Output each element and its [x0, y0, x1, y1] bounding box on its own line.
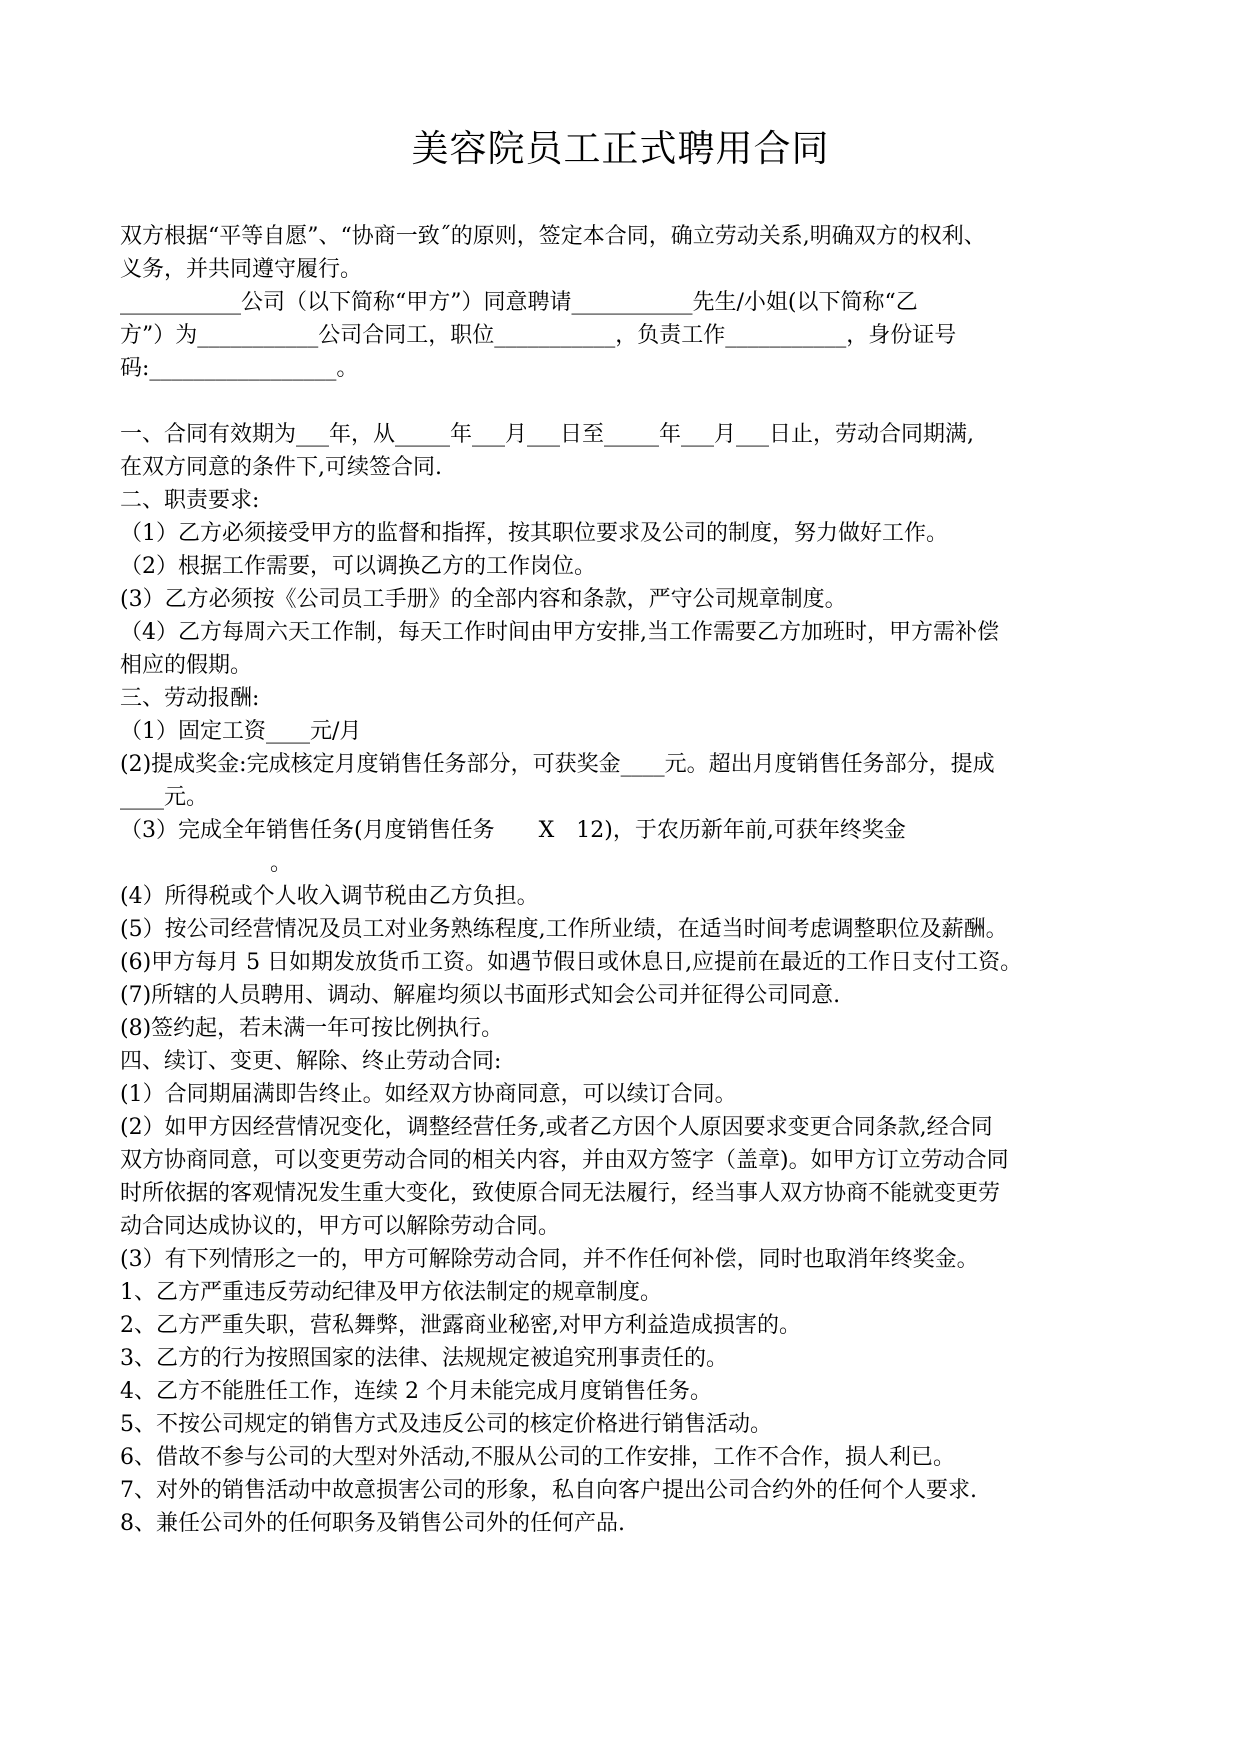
- list-item: (8)签约起，若未满一年可按比例执行。: [120, 1016, 504, 1041]
- text-line: 码:_________________。: [120, 356, 359, 381]
- text-line: ____元。: [120, 785, 209, 810]
- list-item: （4）乙方每周六天工作制，每天工作时间由甲方安排,当工作需要乙方加班时，甲方需补偿: [120, 620, 999, 645]
- list-item: （2）根据工作需要，可以调换乙方的工作岗位。: [120, 554, 596, 579]
- list-item: 6、借故不参与公司的大型对外活动,不服从公司的工作安排，工作不合作，损人利已。: [120, 1445, 955, 1470]
- list-item: (7)所辖的人员聘用、调动、解雇均须以书面形式知会公司并征得公司同意.: [120, 983, 841, 1008]
- list-item: （1）固定工资____元/月: [120, 719, 362, 744]
- list-item: (1）合同期届满即告终止。如经双方协商同意，可以续订合同。: [120, 1082, 737, 1107]
- list-item: 5、不按公司规定的销售方式及违反公司的核定价格进行销售活动。: [120, 1412, 772, 1437]
- document-body: [120, 220, 1125, 1540]
- blank-line: [120, 385, 1125, 418]
- list-item: 4、乙方不能胜任工作，连续 2 个月未能完成月度销售任务。: [120, 1379, 712, 1404]
- text-line: 方”）为___________公司合同工，职位___________，负责工作___________，身份证号: [120, 323, 957, 348]
- clause-1-line: 一、合同有效期为___年，从_____年___月___日至_____年___月___日止，劳动合同期满,: [120, 422, 974, 447]
- document-title: 美容院员工正式聘用合同: [411, 127, 830, 170]
- list-item: 1、乙方严重违反劳动纪律及甲方依法制定的规章制度。: [120, 1280, 662, 1305]
- text-line: ___________公司（以下简称“甲方”）同意聘请___________先生/小姐(以下简称“乙: [120, 290, 918, 315]
- text-line: 双方根据“平等自愿”、“协商一致˝的原则，签定本合同，确立劳动关系,明确双方的权利、: [120, 224, 986, 249]
- text-line: 相应的假期。: [120, 653, 253, 678]
- list-item: (2)提成奖金:完成核定月度销售任务部分，可获奖金____元。超出月度销售任务部分，提成: [120, 752, 995, 777]
- list-item: （3）完成全年销售任务(月度销售任务 X 12)，于农历新年前,可获年终奖金: [120, 818, 906, 843]
- list-item: (5）按公司经营情况及员工对业务熟练程度,工作所业绩，在适当时间考虑调整职位及薪酬。: [120, 917, 1008, 942]
- list-item: (3）有下列情形之一的，甲方可解除劳动合同，并不作任何补偿，同时也取消年终奖金。: [120, 1247, 979, 1272]
- text-line: 双方协商同意，可以变更劳动合同的相关内容，并由双方签字（盖章)。如甲方订立劳动合同: [120, 1148, 1009, 1173]
- list-item: (3）乙方必须按《公司员工手册》的全部内容和条款，严守公司规章制度。: [120, 587, 847, 612]
- section-heading: 三、劳动报酬:: [120, 686, 260, 711]
- list-item: 8、兼任公司外的任何职务及销售公司外的任何产品.: [120, 1511, 625, 1536]
- text-line: 动合同达成协议的，甲方可以解除劳动合同。: [120, 1214, 561, 1239]
- list-item: 7、对外的销售活动中故意损害公司的形象，私自向客户提出公司合约外的任何个人要求.: [120, 1478, 977, 1503]
- list-item: (4）所得税或个人收入调节税由乙方负担。: [120, 884, 539, 909]
- text-line: 义务，并共同遵守履行。: [120, 257, 363, 282]
- list-item: (2）如甲方因经营情况变化，调整经营任务,或者乙方因个人原因要求变更合同条款,经合同: [120, 1115, 993, 1140]
- section-heading: 二、职责要求:: [120, 488, 260, 513]
- text-line: 在双方同意的条件下,可续签合同.: [120, 455, 442, 480]
- text-line: 时所依据的客观情况发生重大变化，致使原合同无法履行，经当事人双方协商不能就变更劳: [120, 1181, 1001, 1206]
- text-line: 。: [270, 851, 293, 876]
- list-item: (6)甲方每月 5 日如期发放货币工资。如遇节假日或休息日,应提前在最近的工作日支付工资。: [120, 950, 1023, 975]
- section-heading: 四、续订、变更、解除、终止劳动合同:: [120, 1049, 502, 1074]
- list-item: （1）乙方必须接受甲方的监督和指挥，按其职位要求及公司的制度，努力做好工作。: [120, 521, 948, 546]
- list-item: 3、乙方的行为按照国家的法律、法规规定被追究刑事责任的。: [120, 1346, 728, 1371]
- list-item: 2、乙方严重失职，营私舞弊，泄露商业秘密,对甲方利益造成损害的。: [120, 1313, 801, 1338]
